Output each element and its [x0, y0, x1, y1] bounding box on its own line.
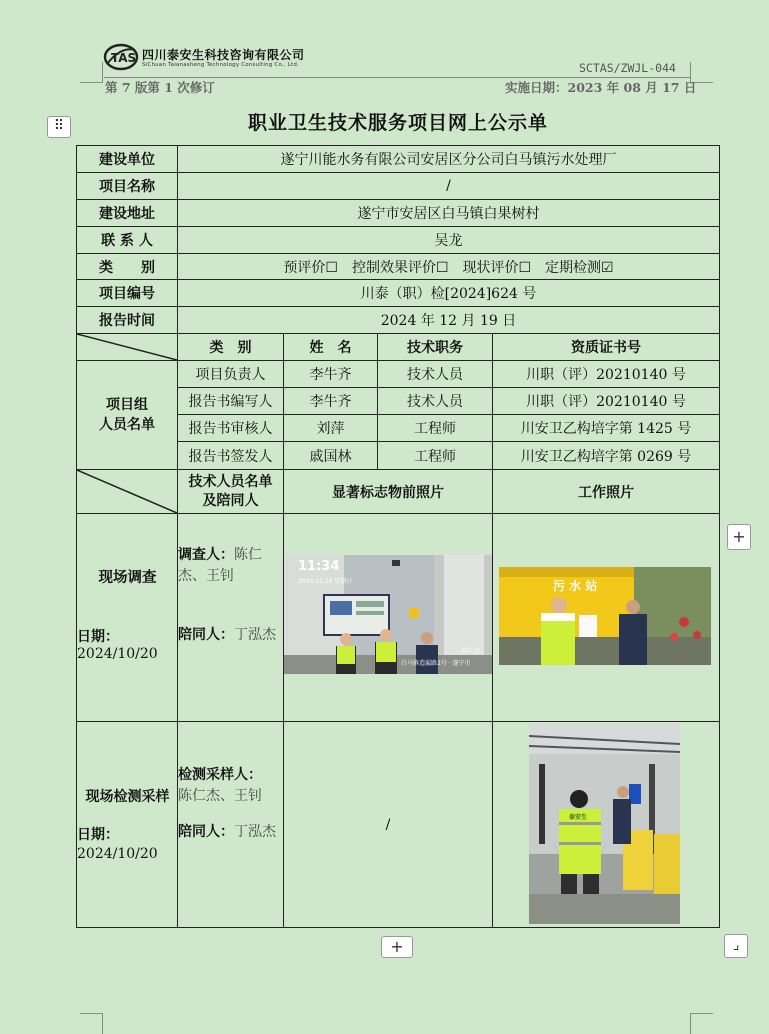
table-row [77, 227, 720, 254]
date-value: 2024 年 12 月 19 日 [178, 307, 720, 334]
staff-cert: 川职（评）20210140 号 [493, 361, 720, 388]
table-row [77, 334, 720, 361]
investigator-label: 调查人： [178, 547, 234, 563]
sampling-label: 现场检测采样 [85, 789, 170, 805]
escort-name: 丁泓杰 [234, 627, 276, 643]
escort-label: 陪同人： [178, 824, 234, 840]
table-row [77, 173, 720, 200]
staff-cert: 川安卫乙构培字第 0269 号 [493, 442, 720, 470]
diagonal-cell [77, 470, 178, 514]
table-row [77, 280, 720, 307]
staff-title: 工程师 [378, 415, 493, 442]
sampling-photo-image [529, 724, 680, 924]
table-row [77, 307, 720, 334]
contact-label: 联 系 人 [77, 227, 178, 254]
escort-name: 丁泓杰 [234, 824, 276, 840]
sampling-staff-cell [178, 722, 284, 928]
diagonal-cell [77, 334, 178, 361]
staff-cert: 川安卫乙构培字第 1425 号 [493, 415, 720, 442]
sampling-samplers [178, 765, 282, 807]
sampling-date-label: 日期： [77, 827, 119, 843]
survey-staff-cell [178, 514, 284, 722]
table-row [77, 146, 720, 173]
crop-mark [80, 62, 103, 83]
sampling-work-cell [493, 722, 720, 928]
table-row [77, 470, 720, 514]
logo-icon [103, 42, 139, 72]
page-title: 职业卫生技术服务项目网上公示单 [247, 112, 548, 134]
survey-work-cell [493, 514, 720, 722]
add-column-button[interactable]: + [727, 524, 751, 550]
photo-header-work: 工作照片 [493, 470, 720, 514]
survey-label: 现场调查 [98, 569, 157, 586]
staff-name: 刘萍 [284, 415, 378, 442]
survey-date: 2024/10/20 [77, 646, 158, 662]
table-resize-handle[interactable]: ⌟ [724, 934, 748, 958]
photo-header-staff: 技术人员名单 及陪同人 [178, 470, 284, 514]
code-value: 川泰（职）检[2024]624 号 [178, 280, 720, 307]
address-value: 遂宁市安居区白马镇白果树村 [178, 200, 720, 227]
unit-label: 建设单位 [77, 146, 178, 173]
sampling-cell [77, 722, 178, 928]
sampling-date: 2024/10/20 [77, 846, 158, 862]
table-drag-handle[interactable]: ⠿ [47, 116, 71, 138]
effective-date: 实施日期：2023 年 08 月 17 日 [505, 80, 697, 95]
code-label: 项目编号 [77, 280, 178, 307]
staff-title: 工程师 [378, 442, 493, 470]
survey-work-photo[interactable] [499, 567, 711, 665]
photo-watermark-time: 11:34 [298, 559, 340, 574]
staff-header-title: 技术职务 [378, 334, 493, 361]
sampling-work-photo[interactable] [529, 724, 680, 924]
investigator-names: 陈仁杰、王钊 [178, 547, 262, 584]
staff-cert: 川职（评）20210140 号 [493, 388, 720, 415]
staff-group-label: 项目组 人员名单 [77, 361, 178, 470]
table-row [77, 722, 720, 928]
staff-name: 李牛齐 [284, 388, 378, 415]
vest-text: 泰安生 [569, 814, 588, 821]
staff-role: 报告书审核人 [178, 415, 284, 442]
sampling-landmark-cell: / [284, 722, 493, 928]
survey-landmark-photo[interactable] [284, 555, 492, 674]
survey-escort [178, 625, 282, 646]
sampler-label: 检测采样人： [178, 767, 262, 783]
date-label: 报告时间 [77, 307, 178, 334]
company-name: 四川泰安生科技咨询有限公司 [142, 48, 305, 62]
staff-header-name: 姓 名 [284, 334, 378, 361]
staff-title: 技术人员 [378, 361, 493, 388]
project-value: / [178, 173, 720, 200]
add-row-button[interactable]: + [381, 936, 413, 958]
photo-watermark-date: 2024.10.20 星期日 [298, 578, 353, 585]
survey-cell [77, 514, 178, 722]
photo-header-landmark: 显著标志物前照片 [284, 470, 493, 514]
unit-value: 遂宁川能水务有限公司安居区分公司白马镇污水处理厂 [178, 146, 720, 173]
survey-investigators [178, 545, 282, 587]
table-row [77, 200, 720, 227]
table-row [77, 361, 720, 388]
survey-landmark-cell [284, 514, 493, 722]
disclosure-table [76, 145, 720, 928]
address-label: 建设地址 [77, 200, 178, 227]
sampling-escort [178, 822, 282, 843]
revision-text: 第 7 版第 1 次修订 [105, 80, 215, 95]
crop-mark [80, 1013, 103, 1034]
contact-value: 吴龙 [178, 227, 720, 254]
type-label: 类 别 [77, 254, 178, 280]
staff-name: 戚国林 [284, 442, 378, 470]
staff-header-role: 类 别 [178, 334, 284, 361]
work-photo-sign: 污 水 站 [553, 579, 598, 593]
company-name-en: SiChuan Taianasheng Technology Consulting Co., Ltd. [142, 62, 300, 68]
survey-date-label: 日期： [77, 629, 119, 645]
staff-role: 报告书签发人 [178, 442, 284, 470]
staff-title: 技术人员 [378, 388, 493, 415]
work-photo-image [499, 567, 711, 665]
type-options: 预评价☐ 控制效果评价☐ 现状评价☐ 定期检测☑ [178, 254, 720, 280]
staff-name: 李牛齐 [284, 361, 378, 388]
table-row [77, 514, 720, 722]
doc-code: SCTAS/ZWJL-044 [579, 61, 676, 75]
sampler-names: 陈仁杰、王钊 [178, 788, 262, 804]
crop-mark [690, 1013, 713, 1034]
escort-label: 陪同人： [178, 627, 234, 643]
staff-role: 报告书编写人 [178, 388, 284, 415]
company-logo [103, 42, 139, 72]
svg-text:TAS: TAS [111, 51, 137, 65]
project-label: 项目名称 [77, 173, 178, 200]
photo-watermark-location: 白马镇造漏路2号 · 遂宁市 [401, 660, 471, 667]
table-row [77, 254, 720, 280]
photo-watermark-tag: 陈仁杰 [462, 648, 481, 655]
staff-header-cert: 资质证书号 [493, 334, 720, 361]
staff-role: 项目负责人 [178, 361, 284, 388]
